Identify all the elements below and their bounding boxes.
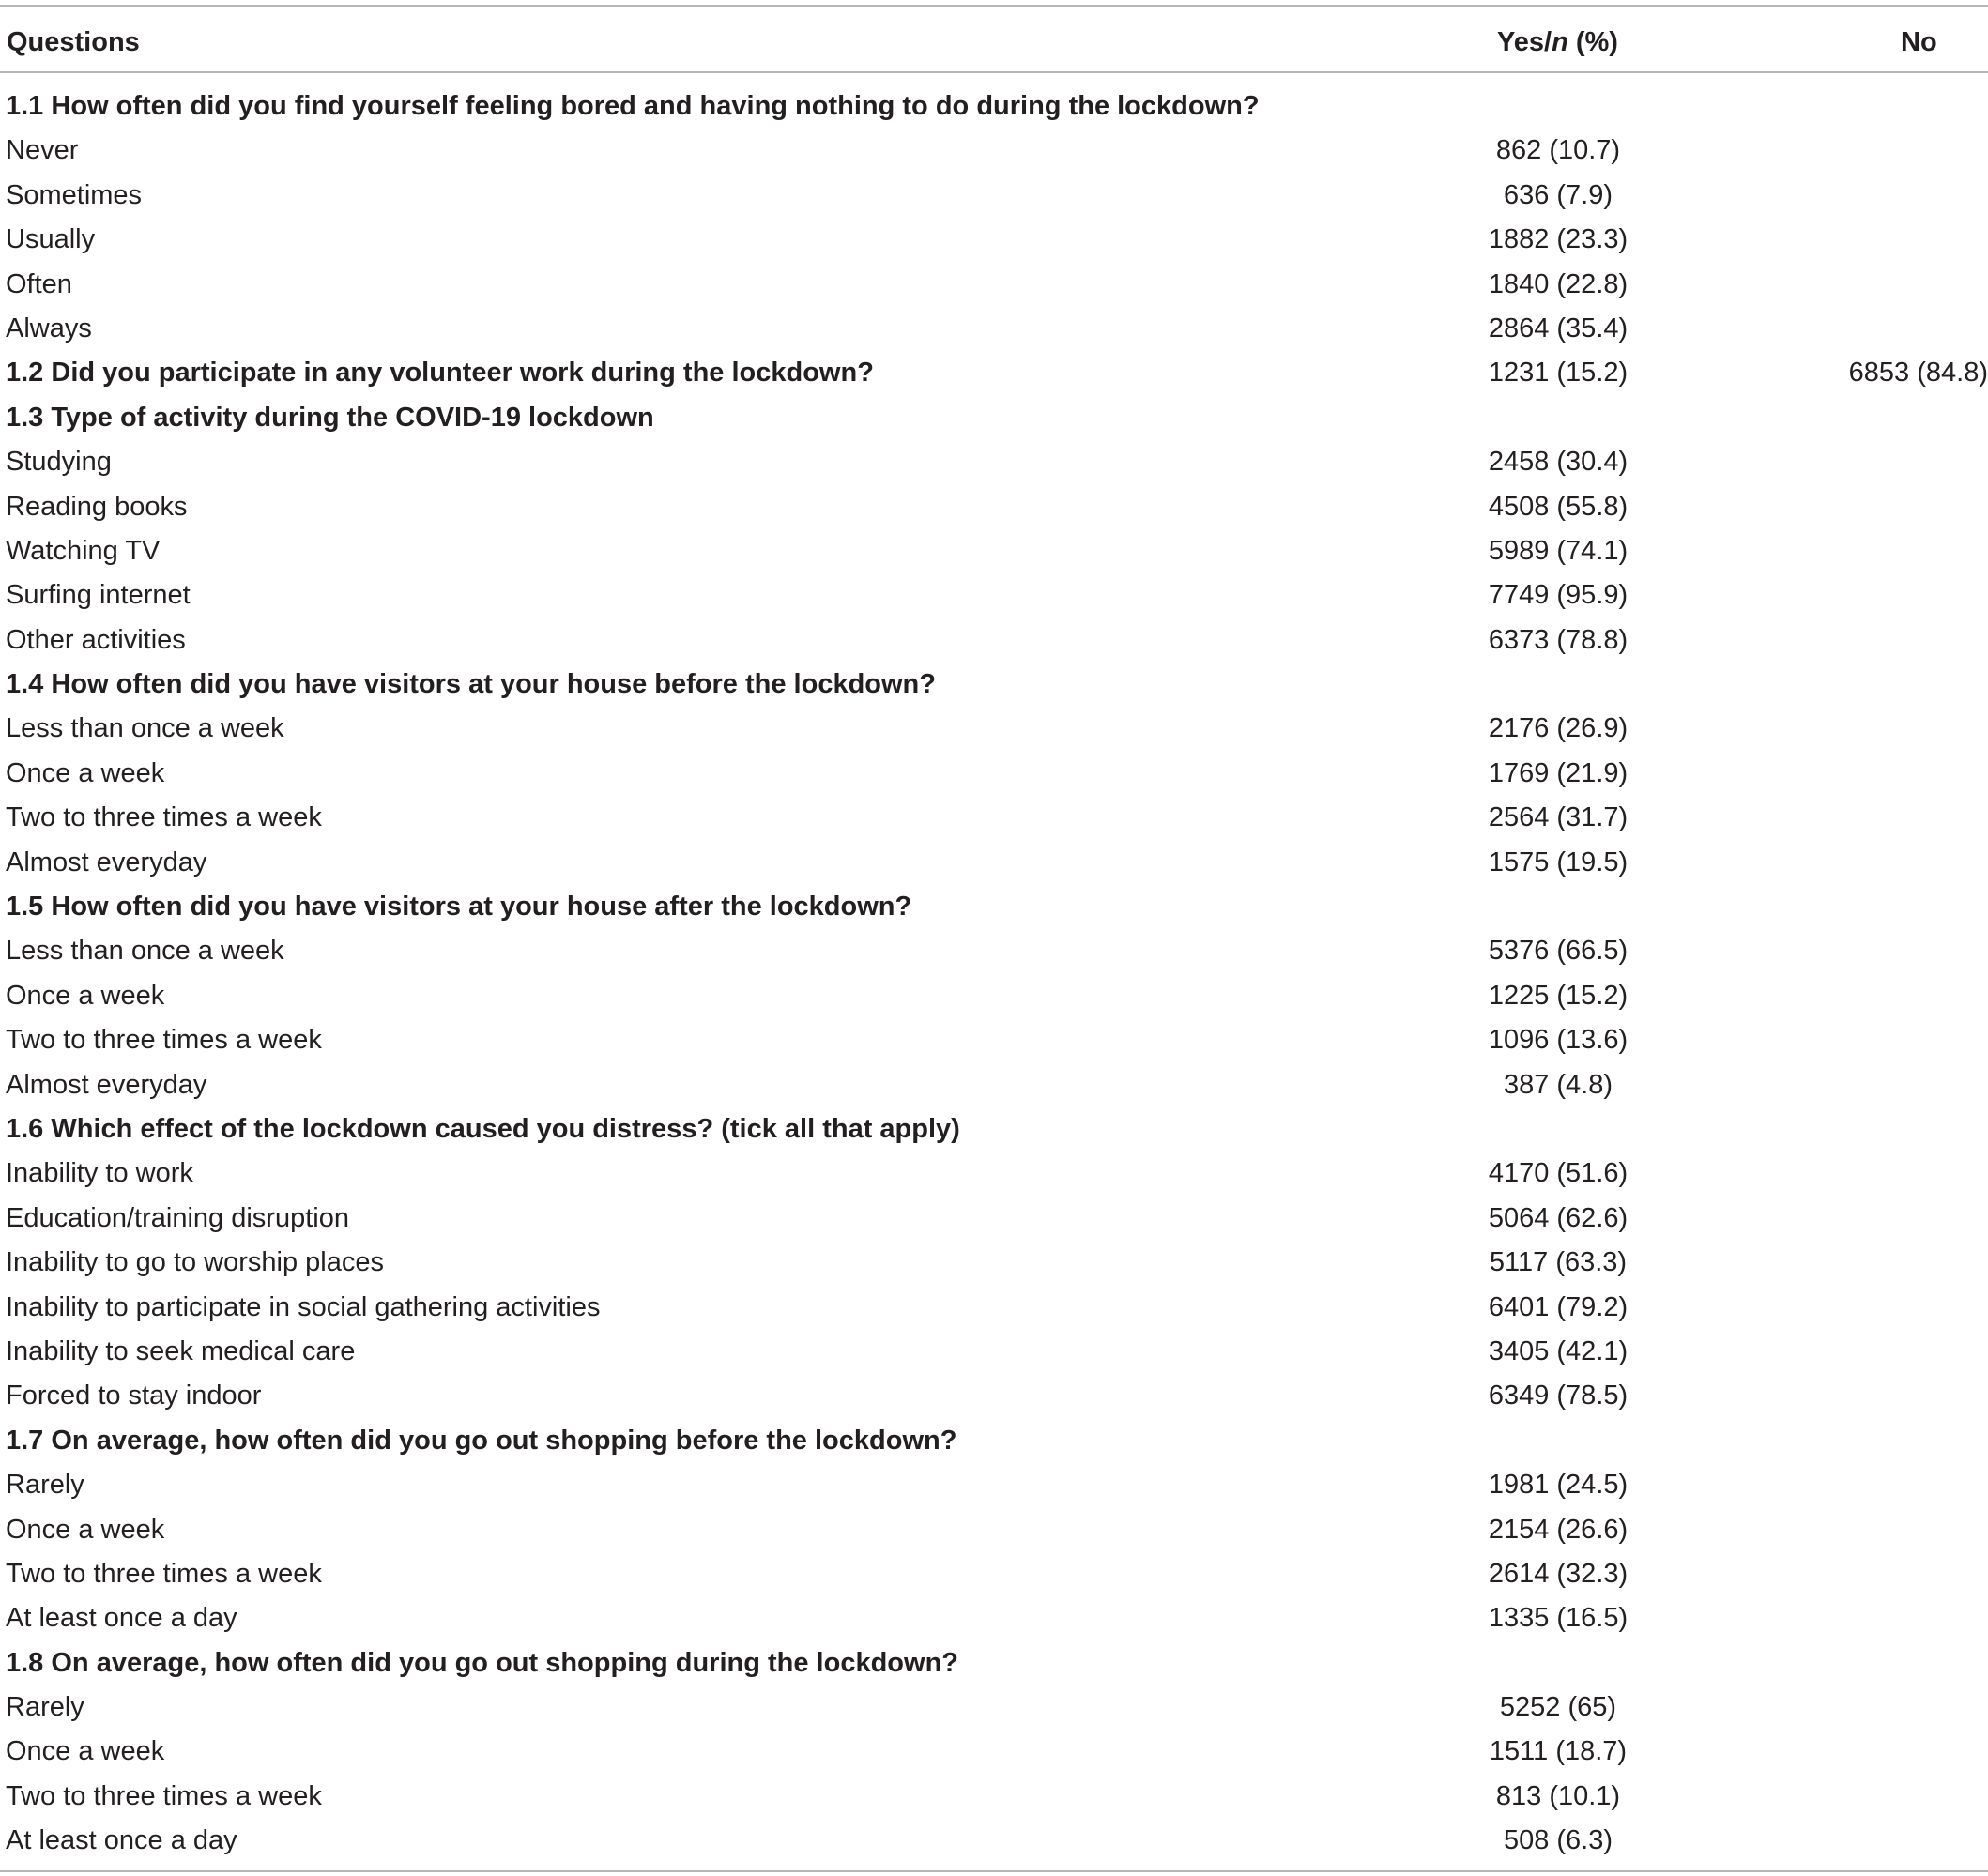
question-label: 1.2 Did you participate in any volunteer work during the lockdown?: [6, 358, 874, 389]
yes-value: 4508 (55.8): [1488, 491, 1629, 522]
no-value: 6853 (84.8): [1848, 358, 1988, 389]
answer-label: Once a week: [6, 757, 165, 788]
answer-label: Forced to stay indoor: [6, 1380, 262, 1411]
yes-value: 862 (10.7): [1495, 135, 1621, 166]
question-row: [0, 398, 1988, 442]
answer-row: [0, 1777, 1988, 1821]
yes-value: 1511 (18.7): [1489, 1736, 1628, 1767]
yes-value: 4170 (51.6): [1488, 1158, 1629, 1189]
answer-row: [0, 709, 1988, 753]
yes-value: 6373 (78.8): [1488, 624, 1629, 655]
answer-row: [0, 754, 1988, 798]
question-label: 1.8 On average, how often did you go out shopping during the lockdown?: [6, 1647, 958, 1678]
yes-value: 1981 (24.5): [1488, 1470, 1629, 1501]
answer-row: [0, 1020, 1988, 1064]
yes-value: 3405 (42.1): [1488, 1335, 1629, 1366]
answer-row: [0, 130, 1988, 175]
question-row: [0, 887, 1988, 931]
answer-label: Almost everyday: [6, 1069, 207, 1100]
answer-row: [0, 931, 1988, 975]
yes-value: 1231 (15.2): [1488, 358, 1629, 389]
answer-label: Reading books: [6, 491, 188, 522]
yes-value: 6349 (78.5): [1488, 1380, 1629, 1411]
answer-row: [0, 1065, 1988, 1109]
answer-label: Once a week: [6, 1514, 165, 1545]
question-label: 1.3 Type of activity during the COVID-19 lockdown: [6, 402, 654, 433]
answer-row: [0, 1598, 1988, 1642]
answer-label: Two to three times a week: [6, 802, 322, 833]
header-yes-prefix: Yes/: [1497, 27, 1552, 57]
answer-row: [0, 1376, 1988, 1420]
answer-row: [0, 620, 1988, 664]
answer-row: [0, 220, 1988, 264]
answer-row: [0, 442, 1988, 486]
answer-label: Other activities: [6, 624, 186, 655]
answer-label: Almost everyday: [6, 846, 207, 877]
question-row: [0, 1643, 1988, 1687]
yes-value: 508 (6.3): [1503, 1825, 1613, 1856]
answer-label: Often: [6, 268, 72, 299]
yes-value: 5252 (65): [1499, 1692, 1617, 1723]
yes-value: 7749 (95.9): [1488, 580, 1629, 611]
yes-value: 1225 (15.2): [1488, 980, 1629, 1011]
answer-label: Studying: [6, 447, 112, 478]
answer-label: Rarely: [6, 1692, 84, 1723]
answer-row: [0, 1554, 1988, 1598]
answer-label: Once a week: [6, 980, 165, 1011]
yes-value: 5117 (63.3): [1489, 1247, 1628, 1278]
question-row: [0, 664, 1988, 709]
question-row: [0, 1109, 1988, 1153]
answer-row: [0, 1510, 1988, 1554]
answer-row: [0, 1687, 1988, 1731]
yes-value: 2154 (26.6): [1488, 1514, 1629, 1545]
yes-value: 1096 (13.6): [1488, 1025, 1629, 1056]
answer-label: Surfing internet: [6, 580, 191, 611]
answer-row: [0, 531, 1988, 575]
yes-value: 387 (4.8): [1503, 1069, 1613, 1100]
answer-label: Two to three times a week: [6, 1558, 322, 1589]
answer-label: Education/training disruption: [6, 1202, 349, 1233]
answer-label: Inability to work: [6, 1158, 193, 1189]
answer-row: [0, 1153, 1988, 1197]
answer-label: At least once a day: [6, 1825, 237, 1856]
answer-row: [0, 265, 1988, 309]
yes-value: 1769 (21.9): [1488, 757, 1629, 788]
answer-row: [0, 1288, 1988, 1332]
answer-label: Sometimes: [6, 179, 143, 210]
question-label: 1.6 Which effect of the lockdown caused you distress? (tick all that apply): [6, 1113, 960, 1144]
yes-value: 1840 (22.8): [1488, 268, 1629, 299]
answer-label: At least once a day: [6, 1603, 237, 1634]
answer-label: Watching TV: [6, 535, 161, 566]
answer-row: [0, 976, 1988, 1020]
header-rule: [0, 71, 1988, 73]
header-questions: Questions: [7, 27, 140, 57]
bottom-rule: [0, 1870, 1988, 1872]
answer-label: Never: [6, 135, 79, 166]
question-label: 1.1 How often did you find yourself feeling bored and having nothing to do during the lockdown?: [6, 91, 1260, 121]
header-no: No: [1901, 27, 1937, 57]
question-label: 1.5 How often did you have visitors at your house after the lockdown?: [6, 892, 912, 923]
question-label: 1.4 How often did you have visitors at your house before the lockdown?: [6, 669, 936, 700]
answer-label: Always: [6, 313, 92, 343]
answer-label: Two to three times a week: [6, 1025, 322, 1056]
answer-label: Usually: [6, 224, 96, 255]
yes-value: 813 (10.1): [1495, 1780, 1621, 1811]
answer-row: [0, 487, 1988, 531]
yes-value: 5376 (66.5): [1488, 936, 1629, 967]
answer-row: [0, 843, 1988, 887]
yes-value: 1575 (19.5): [1488, 846, 1629, 877]
header-yes-suffix: (%): [1567, 27, 1618, 57]
answer-label: Once a week: [6, 1736, 165, 1767]
yes-value: 636 (7.9): [1503, 179, 1613, 210]
answer-label: Two to three times a week: [6, 1780, 322, 1811]
answer-label: Inability to seek medical care: [6, 1335, 356, 1366]
yes-value: 2564 (31.7): [1488, 802, 1629, 833]
question-row: [0, 353, 1988, 397]
answer-row: [0, 798, 1988, 842]
yes-value: 2864 (35.4): [1488, 313, 1629, 343]
answer-row: [0, 309, 1988, 353]
yes-value: 1882 (23.3): [1488, 224, 1629, 255]
question-row: [0, 1421, 1988, 1465]
answer-row: [0, 1465, 1988, 1509]
answer-label: Less than once a week: [6, 936, 284, 967]
yes-value: 6401 (79.2): [1488, 1291, 1629, 1322]
yes-value: 1335 (16.5): [1488, 1603, 1629, 1634]
yes-value: 5064 (62.6): [1488, 1202, 1629, 1233]
table-body: [0, 86, 1988, 1866]
yes-value: 5989 (74.1): [1488, 535, 1629, 566]
answer-row: [0, 575, 1988, 619]
header-yes-n-percent: [1497, 23, 1618, 61]
answer-row: [0, 175, 1988, 220]
question-label: 1.7 On average, how often did you go out shopping before the lockdown?: [6, 1425, 957, 1456]
yes-value: 2176 (26.9): [1488, 713, 1629, 744]
table-header: [0, 5, 1988, 71]
answer-row: [0, 1332, 1988, 1376]
answer-label: Less than once a week: [6, 713, 284, 744]
answer-row: [0, 1243, 1988, 1287]
answer-row: [0, 1198, 1988, 1243]
answer-row: [0, 1821, 1988, 1865]
header-yes-n: n: [1552, 27, 1568, 57]
yes-value: 2614 (32.3): [1488, 1558, 1629, 1589]
question-row: [0, 86, 1988, 130]
yes-value: 2458 (30.4): [1488, 447, 1629, 478]
answer-label: Inability to go to worship places: [6, 1247, 384, 1278]
answer-row: [0, 1731, 1988, 1776]
answer-label: Rarely: [6, 1470, 84, 1501]
answer-label: Inability to participate in social gathering activities: [6, 1291, 601, 1322]
